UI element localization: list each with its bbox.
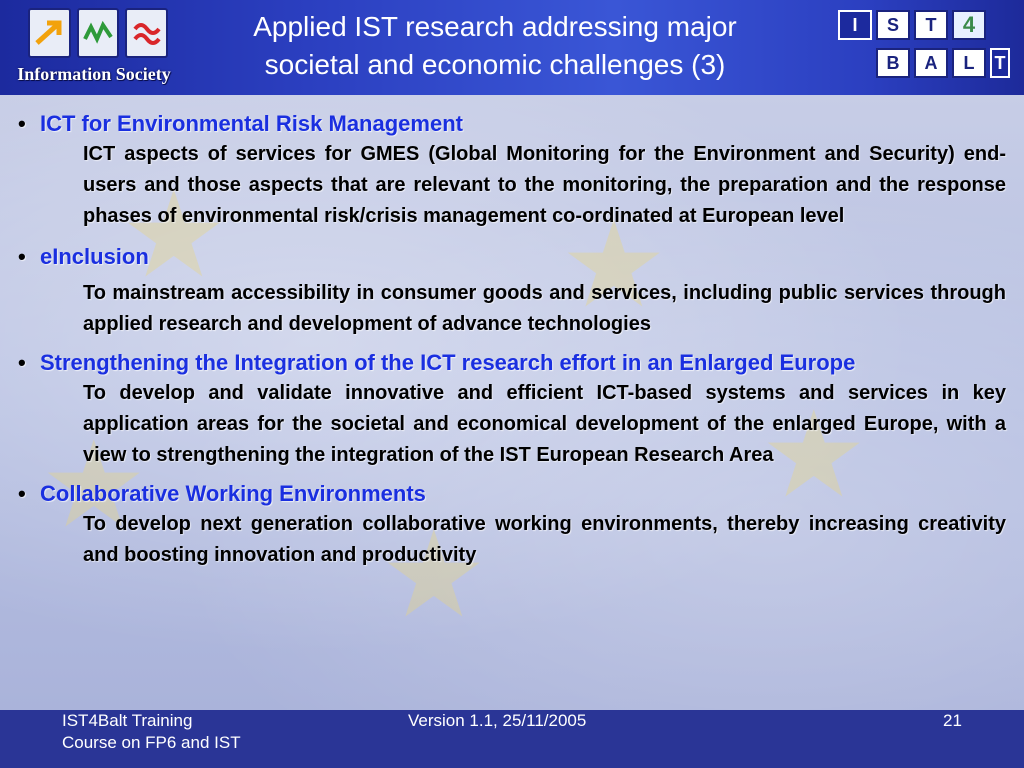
logo-caption: Information Society: [17, 64, 171, 84]
bullet-description: To develop and validate innovative and efficient ICT-based systems and services in key application areas for the societal and economical development of the enlarged Europe, with a view to strengthening the integration of the IST European Research Area: [83, 382, 1006, 466]
footer-course-line1: IST4Balt Training: [62, 711, 193, 730]
slide-title: Applied IST research addressing major societal and economic challenges (3): [253, 11, 737, 80]
bullet-description: ICT aspects of services for GMES (Global Monitoring for the Environment and Security) end-users and those aspects that are relevant to the monitoring, the preparation and the response phases of environmental risk/crisis management co-ordinated at European level: [83, 143, 1006, 227]
arrow-icon: [28, 8, 71, 58]
background-star-icon: ★: [40, 418, 148, 552]
slide-body: [0, 95, 1024, 710]
logo-letter: A: [914, 48, 948, 78]
bullet-heading: [18, 479, 1006, 509]
logo-letter: T: [990, 48, 1010, 78]
background-star-icon: ★: [560, 198, 668, 332]
bullet-icon: •: [18, 111, 26, 136]
list-item: [18, 109, 1006, 232]
list-item: [18, 348, 1006, 471]
information-society-logo: [8, 6, 180, 88]
ist4balt-logo: [838, 10, 1010, 82]
background-star-icon: ★: [760, 388, 868, 522]
bullet-heading: [18, 109, 1006, 139]
footer-course: [62, 710, 241, 754]
list-item: [18, 479, 1006, 571]
list-item: [18, 242, 1006, 340]
wave-icon: [77, 8, 120, 58]
page-number: 21: [943, 711, 962, 730]
logo-letter: L: [952, 48, 986, 78]
bullet-description: To mainstream accessibility in consumer goods and services, including public services through applied research and development of advance technologies: [83, 282, 1006, 335]
heading-text: ICT for Environmental Risk Management: [40, 111, 463, 136]
heading-text: Strengthening the Integration of the ICT research effort in an Enlarged Europe: [40, 350, 856, 375]
bullet-list: [18, 109, 1006, 571]
bullet-description: To develop next generation collaborative working environments, thereby increasing creativity and boosting innovation and productivity: [83, 513, 1006, 566]
background-star-icon: ★: [120, 168, 228, 302]
logo-letter: S: [876, 10, 910, 40]
slide-footer: [0, 710, 1024, 768]
heading-text: Collaborative Working Environments: [40, 481, 426, 506]
bullet-icon: •: [18, 244, 26, 269]
footer-course-line2: Course on FP6 and IST: [62, 733, 241, 752]
logo-letter: I: [838, 10, 872, 40]
bullet-heading: [18, 242, 1006, 272]
bullet-icon: •: [18, 350, 26, 375]
logo-letter: T: [914, 10, 948, 40]
bullet-icon: •: [18, 481, 26, 506]
approx-icon: [125, 8, 168, 58]
slide-header: [0, 0, 1024, 95]
logo-letter: 4: [952, 10, 986, 40]
bullet-heading: [18, 348, 1006, 378]
footer-version: Version 1.1, 25/11/2005: [408, 711, 587, 730]
background-star-icon: ★: [380, 508, 488, 642]
logo-letter: B: [876, 48, 910, 78]
heading-text: eInclusion: [40, 244, 149, 269]
